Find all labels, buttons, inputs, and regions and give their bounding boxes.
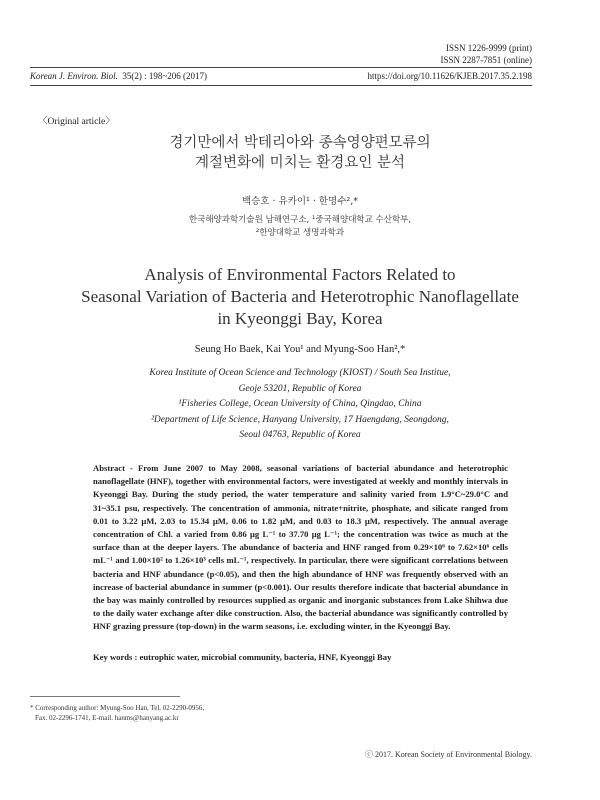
journal-name: Korean J. Environ. Biol.: [30, 71, 118, 81]
english-title-line: Seasonal Variation of Bacteria and Heterotrophic Nanoflagellate: [81, 287, 519, 306]
footnote-line: Fax. 02-2296-1741, E-mail. hanms@hanyang.ac.kr: [35, 714, 179, 722]
issn-print: ISSN 1226-9999 (print): [446, 43, 532, 53]
journal-citation: [30, 71, 207, 81]
korean-title-line: 계절변화에 미치는 환경요인 분석: [195, 155, 405, 171]
english-title: [0, 264, 600, 330]
doi-link[interactable]: https://doi.org/10.11626/KJEB.2017.35.2.198: [367, 71, 532, 81]
korean-authors: 백승호 · 유카이¹ · 한명수²,*: [241, 196, 359, 207]
english-affiliation-line: ²Department of Life Science, Hanyang University, 17 Haengdang, Seongdong,: [151, 414, 449, 425]
issn-online: ISSN 2287-7851 (online): [440, 55, 532, 65]
english-title-line: Analysis of Environmental Factors Related to: [144, 265, 456, 284]
journal-issue: 35(2) : 198~206 (2017): [122, 71, 207, 81]
keywords: Key words : eutrophic water, microbial community, bacteria, HNF, Kyeonggi Bay: [93, 652, 392, 662]
copyright-notice: ⓒ 2017. Korean Society of Environmental Biology.: [364, 750, 532, 759]
korean-title: [0, 133, 600, 173]
english-authors: Seung Ho Baek, Kai You¹ and Myung-Soo Han²,*: [194, 344, 406, 355]
footnote-divider: [30, 696, 180, 697]
english-affiliation-line: Korea Institute of Ocean Science and Technology (KIOST) / South Sea Institue,: [149, 368, 451, 378]
running-header: [30, 67, 532, 86]
english-affiliations: [0, 366, 600, 444]
corresponding-author-footnote: [30, 703, 204, 723]
english-affiliation-line: Geoje 53201, Republic of Korea: [238, 383, 362, 394]
footnote-line: * Corresponding author: Myung-Soo Han, Tel. 02-2290-0956,: [30, 704, 205, 712]
korean-affiliation-line: ²한양대학교 생명과학과: [255, 228, 345, 238]
english-title-line: in Kyeonggi Bay, Korea: [217, 309, 383, 328]
abstract: Abstract - From June 2007 to May 2008, seasonal variations of bacterial abundance and heterotrophic nanoflagellate (HNF), together with environmental factors, were investigated at weekly and monthly intervals in Kyeonggi Bay. During the study period, the water temperature and salinity varied from 1.9°C~29.0°C and 31~35.1 psu, respectively. The concentration of ammonia, nitrate+nitrite, phosphate, and silicate ranged from 0.01 to 3.22 μM, 2.03 to 15.34 μM, 0.06 to 1.82 μM, and 0.03 to 18.3 μM, respectively. The annual average concentration of Chl. a varied from 0.86 μg L⁻¹ to 37.70 μg L⁻¹; the concentration was twice as much at the surface than at the deeper layers. The abundance of bacteria and HNF ranged from 0.29×10⁶ to 7.62×10⁶ cells mL⁻¹ and 1.00×10² to 1.26×10³ cells mL⁻¹, respectively. In particular, there were significant correlations between bacteria and HNF abundance (p<0.05), and then the high abundance of HNF was frequently observed with an increase of bacterial abundance in summer (p<0.001). Our results therefore indicate that bacterial abundance in the bay was mainly controlled by resources supplied as organic and inorganic substances from Lake Shihwa due to the daily water exchange after dike construction. Also, the bacterial abundance was significantly controlled by HNF grazing pressure (top-down) in the warm seasons, i.e. excluding winter, in the Kyeonggi Bay.: [93, 463, 508, 632]
issn-block: [441, 42, 533, 66]
english-affiliation-line: ¹Fisheries College, Ocean University of China, Qingdao, China: [178, 399, 422, 409]
korean-affiliations: [0, 214, 600, 240]
article-type: 〈Original article〉: [38, 117, 115, 127]
english-affiliation-line: Seoul 04763, Republic of Korea: [239, 430, 361, 440]
korean-affiliation-line: 한국해양과학기술원 남해연구소, ¹중국해양대학교 수산학부,: [188, 215, 412, 225]
korean-title-line: 경기만에서 박테리아와 종속영양편모류의: [169, 135, 431, 151]
